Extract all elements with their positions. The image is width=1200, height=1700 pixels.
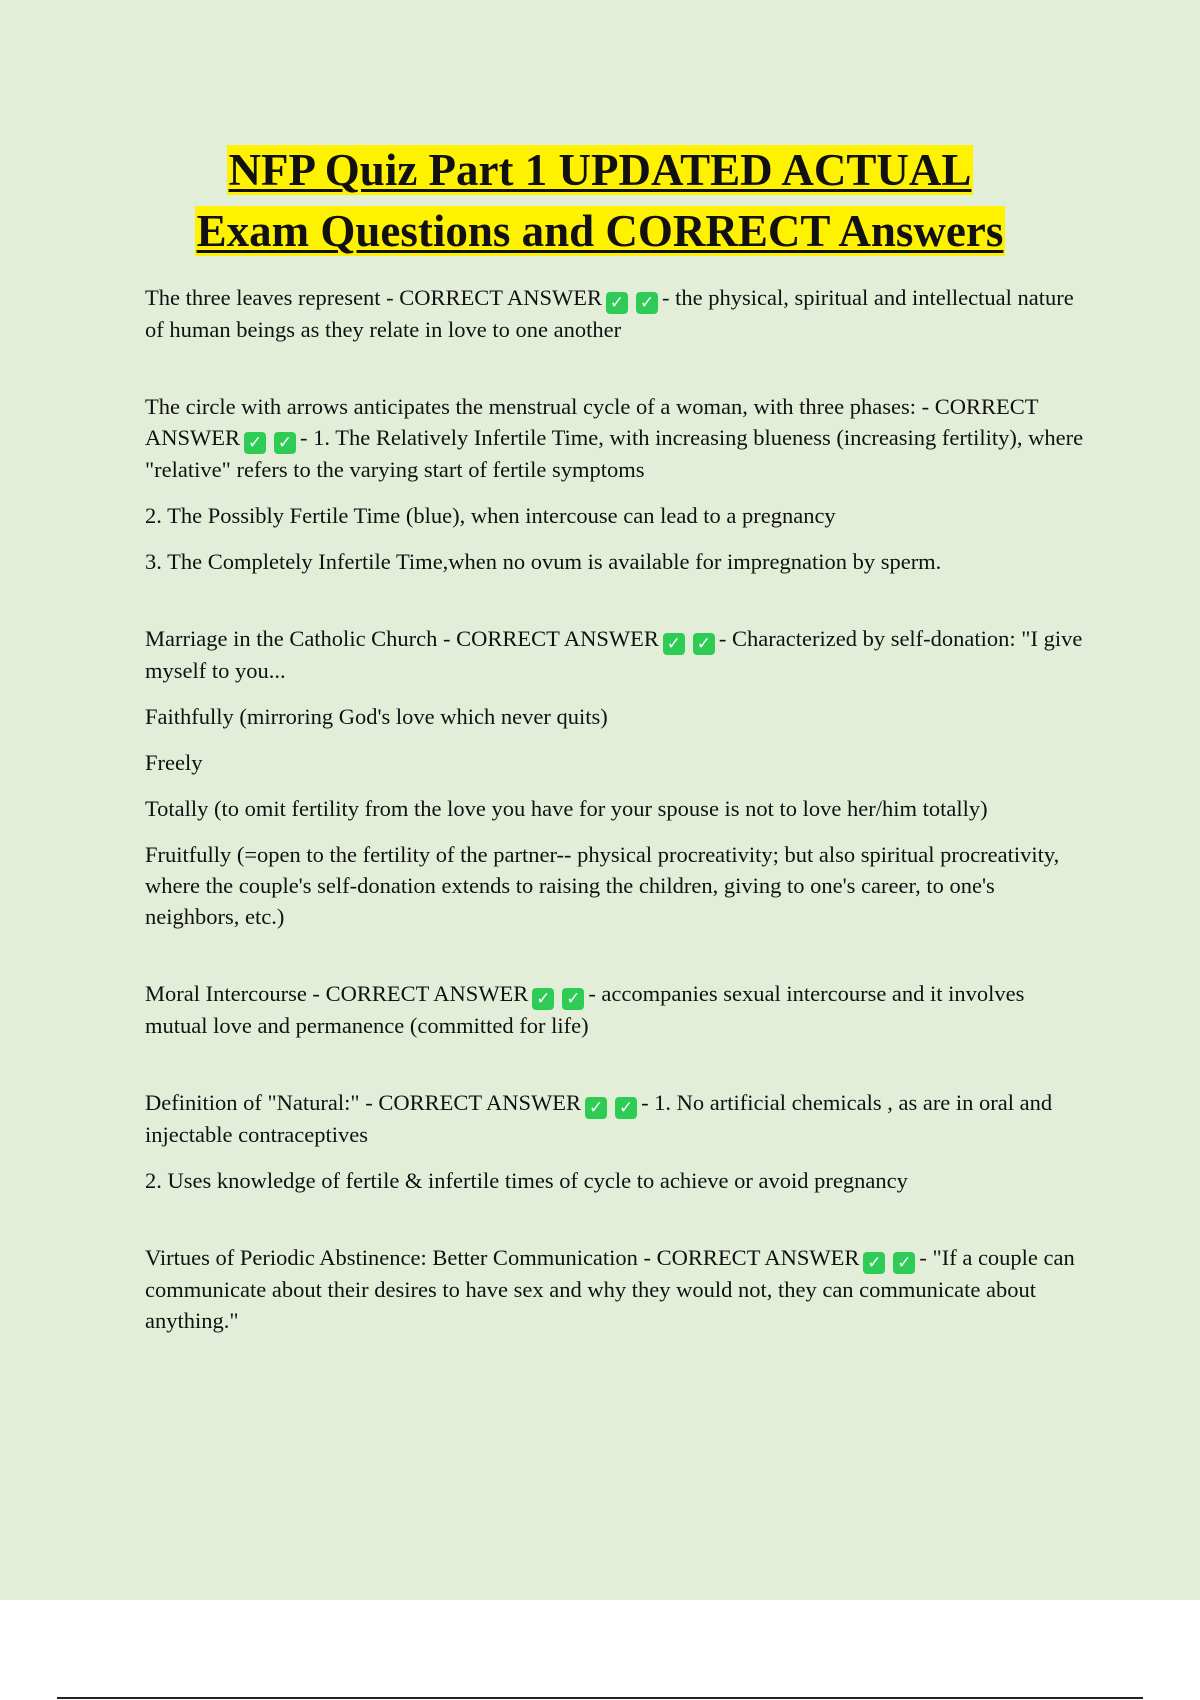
answer-text: - accompanies sexual intercourse and it involves mutual love and permanence (committed for life) (145, 981, 1025, 1038)
qa-main-paragraph (145, 391, 1090, 485)
answer-continuation: Fruitfully (=open to the fertility of the partner-- physical procreativity; but also spiritual procreativity, where the couple's self-donation extends to raising the children, giving to one's career, to one's neighbors, etc.) (145, 842, 1060, 929)
correct-answer-label: CORRECT ANSWER (656, 1245, 860, 1270)
check-mark-icon: ✓ (606, 292, 628, 314)
qa-item (145, 1087, 1090, 1196)
correct-answer-label: CORRECT ANSWER (378, 1090, 582, 1115)
answer-continuation: Freely (145, 750, 203, 775)
title-line-1: NFP Quiz Part 1 UPDATED ACTUAL (228, 145, 972, 195)
correct-answer-label: CORRECT ANSWER (145, 394, 1039, 450)
document-title (0, 140, 1200, 262)
correct-answer-label: CORRECT ANSWER (399, 285, 602, 310)
answer-continuation: 3. The Completely Infertile Time,when no ovum is available for impregnation by sperm. (145, 549, 942, 574)
check-mark-icon: ✓ (244, 432, 266, 454)
answer-text: - 1. The Relatively Infertile Time, with increasing blueness (increasing fertility), where "relative" refers to the varying start of fertile symptoms (145, 425, 1084, 482)
check-mark-icon: ✓ (615, 1097, 637, 1119)
question-text: Marriage in the Catholic Church - (145, 626, 457, 651)
check-mark-icon: ✓ (636, 292, 658, 314)
question-answer-list (145, 282, 1090, 1382)
answer-continuation: 2. The Possibly Fertile Time (blue), when intercouse can lead to a pregnancy (145, 503, 836, 528)
check-mark-icon: ✓ (863, 1252, 885, 1274)
qa-item (145, 623, 1090, 932)
answer-text: - "If a couple can communicate about their desires to have sex and why they would not, they can communicate about anything." (145, 1245, 1075, 1333)
question-text: Definition of "Natural:" - (145, 1090, 379, 1115)
answer-text: - 1. No artificial chemicals , as are in oral and injectable contraceptives (145, 1090, 1053, 1147)
footer-divider (57, 1697, 1143, 1699)
answer-continuation: 2. Uses knowledge of fertile & infertile times of cycle to achieve or avoid pregnancy (145, 1168, 908, 1193)
qa-item (145, 391, 1090, 577)
question-text: Moral Intercourse - (145, 981, 326, 1006)
check-mark-icon: ✓ (532, 988, 554, 1010)
qa-main-paragraph (145, 623, 1090, 686)
qa-item (145, 282, 1090, 345)
check-mark-icon: ✓ (274, 432, 296, 454)
title-line-2: Exam Questions and CORRECT Answers (196, 206, 1004, 256)
question-text: Virtues of Periodic Abstinence: Better Communication - (145, 1245, 657, 1270)
check-mark-icon: ✓ (585, 1097, 607, 1119)
qa-item (145, 1242, 1090, 1336)
correct-answer-label: CORRECT ANSWER (325, 981, 529, 1006)
qa-main-paragraph (145, 978, 1090, 1041)
check-mark-icon: ✓ (893, 1252, 915, 1274)
check-mark-icon: ✓ (562, 988, 584, 1010)
question-text: The circle with arrows anticipates the menstrual cycle of a woman, with three phases: - (145, 394, 935, 419)
qa-main-paragraph (145, 1087, 1090, 1150)
check-mark-icon: ✓ (693, 633, 715, 655)
correct-answer-label: CORRECT ANSWER (456, 626, 659, 651)
answer-continuation: Totally (to omit fertility from the love you have for your spouse is not to love her/him totally) (145, 796, 988, 821)
question-text: The three leaves represent - (145, 285, 400, 310)
answer-continuation: Faithfully (mirroring God's love which never quits) (145, 704, 608, 729)
check-mark-icon: ✓ (663, 633, 685, 655)
qa-main-paragraph (145, 282, 1090, 345)
answer-text: - the physical, spiritual and intellectual nature of human beings as they relate in love to one another (145, 285, 1074, 342)
answer-text: - Characterized by self-donation: "I give myself to you... (145, 626, 1083, 683)
qa-main-paragraph (145, 1242, 1090, 1336)
qa-item (145, 978, 1090, 1041)
